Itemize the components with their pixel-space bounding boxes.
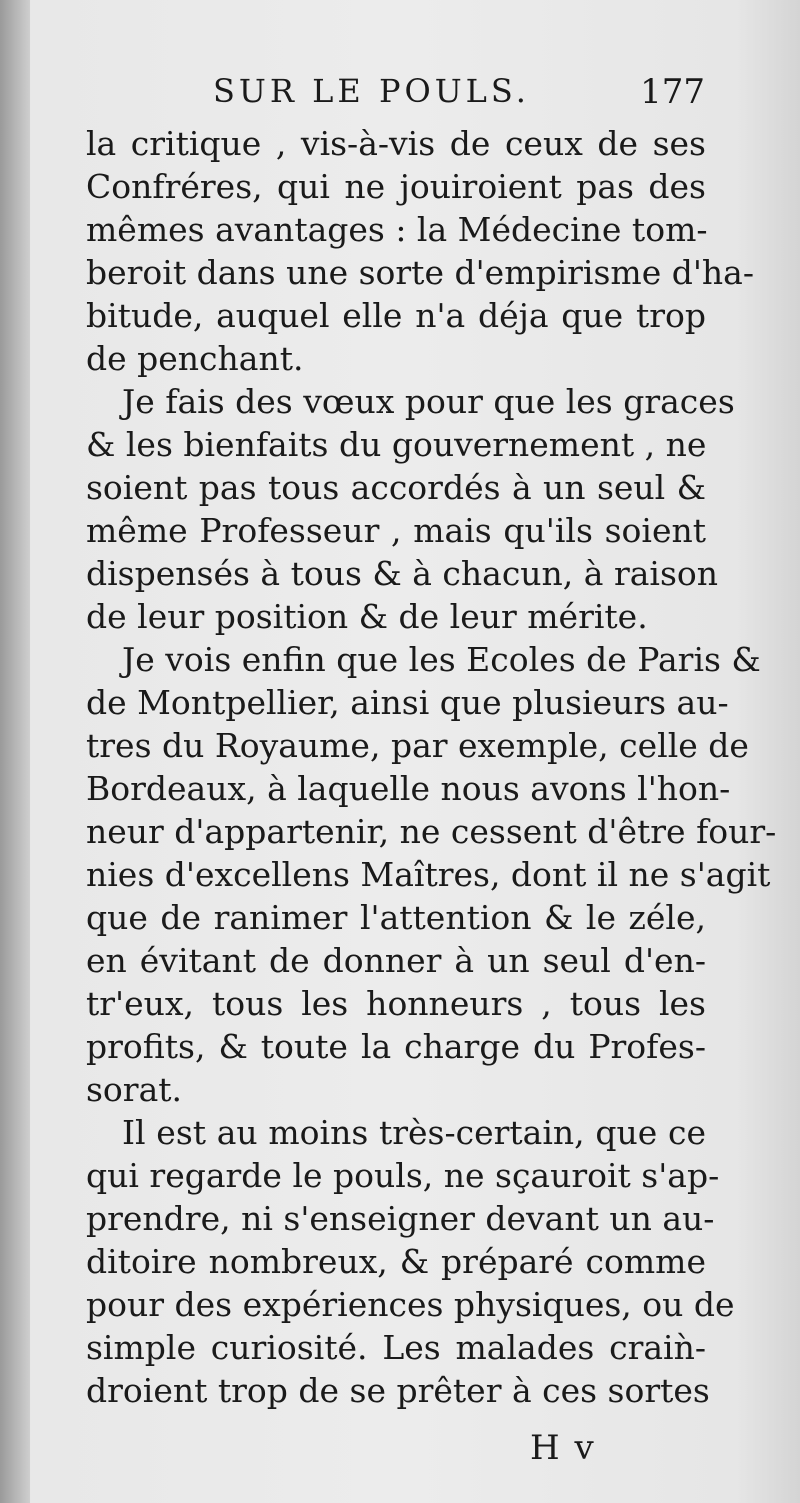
paragraph-start-line: Je vois enfin que les Ecoles de Paris & [122, 640, 761, 679]
text-line: qui regarde le pouls, ne sçauroit s'ap- [86, 1156, 720, 1195]
paragraph-start-line: Il est au moins très-certain, que ce [122, 1113, 706, 1152]
text-line: dispensés à tous & à chacun, à raison [86, 554, 719, 593]
text-line: en évitant de donner à un seul d'en- [86, 941, 706, 980]
text-line: Bordeaux, à laquelle nous avons l'hon- [86, 769, 731, 808]
body-text [86, 122, 777, 1412]
text-line: profits, & toute la charge du Profes- [86, 1027, 706, 1066]
text-line: de Montpellier, ainsi que plusieurs au- [86, 683, 729, 722]
signature-mark: H v [530, 1428, 596, 1468]
text-line: bitude, auquel elle n'a déja que trop [86, 296, 706, 335]
text-line: Confréres, qui ne jouiroient pas des [86, 167, 706, 206]
text-line: nies d'excellens Maîtres, dont il ne s'agit [86, 855, 771, 894]
text-line: sorat. [86, 1070, 183, 1109]
text-line: simple curiosité. Les malades craiǹ- [86, 1328, 706, 1367]
text-line: que de ranimer l'attention & le zéle, [86, 898, 706, 937]
text-line: & les bienfaits du gouvernement , ne [86, 425, 707, 464]
page-number: 177 [640, 72, 705, 112]
text-line: soient pas tous accordés à un seul & [86, 468, 706, 507]
text-line: droient trop de se prêter à ces sortes [86, 1371, 710, 1410]
running-head [85, 72, 715, 112]
text-line: prendre, ni s'enseigner devant un au- [86, 1199, 715, 1238]
text-line: tr'eux, tous les honneurs , tous les [86, 984, 706, 1023]
text-line: ditoire nombreux, & préparé comme [86, 1242, 706, 1281]
paragraph-start-line: Je fais des vœux pour que les graces [122, 382, 735, 421]
text-line: de penchant. [86, 339, 304, 378]
text-line: pour des expériences physiques, ou de [86, 1285, 735, 1324]
text-line: la critique , vis-à-vis de ceux de ses [86, 124, 706, 163]
gutter-shadow [0, 0, 30, 1503]
text-line: mêmes avantages : la Médecine tom- [86, 210, 708, 249]
text-line: même Professeur , mais qu'ils soient [86, 511, 706, 550]
text-line: tres du Royaume, par exemple, celle de [86, 726, 749, 765]
text-line: neur d'appartenir, ne cessent d'être four- [86, 812, 777, 851]
text-line: de leur position & de leur mérite. [86, 597, 648, 636]
text-line: beroit dans une sorte d'empirisme d'ha- [86, 253, 755, 292]
running-title: SUR LE POULS. [213, 72, 530, 110]
